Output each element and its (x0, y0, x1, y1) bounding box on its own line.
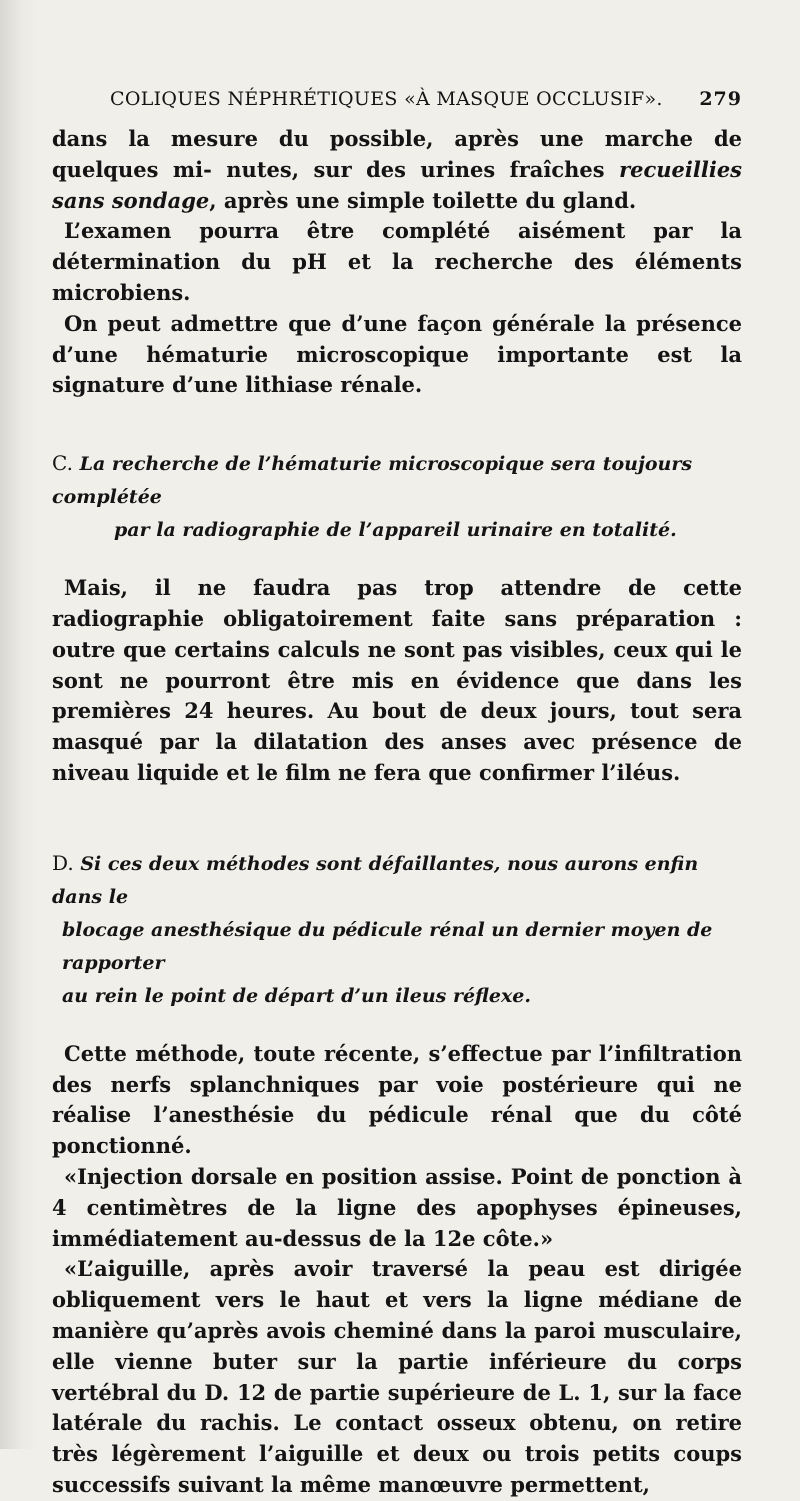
section-heading-d (52, 847, 742, 1013)
p1-line-b: nutes, sur des urines fraîches (226, 156, 620, 182)
paragraph-methode: Cette méthode, toute récente, s’effectue par l’infiltration des nerfs splanchniques par voie postérieure qui ne réalise l’anesthésie du pédicule rénal que du côté ponctionné. (52, 1040, 742, 1159)
paragraph-injection: «Injection dorsale en position assise. Point de ponction à 4 centimètres de la ligne des apophyses épineuses, immédiatement au-dessus de la 12e côte.» (52, 1163, 742, 1251)
running-head (52, 88, 742, 110)
heading-c-line1: La recherche de l’hématurie microscopique sera toujours complétée (52, 453, 693, 509)
paragraph-examen: L’examen pourra être complété aisément par la détermination du pH et la recherche des éléments microbiens. (52, 218, 742, 305)
paragraph-urine-sampling (52, 124, 742, 216)
heading-d-line3: au rein le point de départ d’un ileus réflexe. (62, 984, 531, 1007)
p1-italic-phrase: recueillies sans sondage (52, 156, 742, 213)
heading-d-line1: Si ces deux méthodes sont défaillantes, nous aurons enfin dans le (52, 852, 699, 908)
running-title: COLIQUES NÉPHRÉTIQUES «À MASQUE OCCLUSIF». (110, 88, 663, 110)
section-heading-c (52, 447, 742, 547)
heading-c-line2: par la radiographie de l’appareil urinaire en totalité. (114, 519, 677, 542)
p1-line-a: dans la mesure du possible, après une marche de quelques mi- (52, 126, 742, 182)
heading-d-line2: blocage anesthésique du pédicule rénal un dernier moyen de rapporter (62, 918, 713, 974)
section-letter-d: D. (52, 850, 74, 875)
paragraph-hematurie: On peut admettre que d’une façon générale la présence d’une hématurie microscopique importante est la signature d’une lithiase rénale. (52, 310, 742, 398)
p1-line-c: simple toilette du gland. (346, 187, 637, 213)
section-letter-c: C. (52, 451, 73, 476)
page-number: 279 (699, 88, 742, 110)
p1-line-b-end: , après une (209, 187, 340, 213)
paragraph-aiguille: «L’aiguille, après avoir traversé la peau est dirigée obliquement vers le haut et vers la ligne médiane de manière qu’après avois cheminé dans la paroi musculaire, elle vienne buter sur la partie inférieure du corps vertébral du D. 12 de partie supérieure de L. 1, sur la face latérale du rachis. Le contact osseux obtenu, on retire très légèrement l’aiguille et deux ou trois petits coups successifs suivant la même manœuvre permettent, (52, 1256, 742, 1497)
paragraph-radiographie: Mais, il ne faudra pas trop attendre de cette radiographie obligatoirement faite sans préparation : outre que certains calculs ne sont pas visibles, ceux qui le sont ne pourront être mis en évidence que dans les premières 24 heures. Au bout de deux jours, tout sera masqué par la dilatation des anses avec présence de niveau liquide et le film ne fera que confirmer l’iléus. (52, 575, 742, 785)
